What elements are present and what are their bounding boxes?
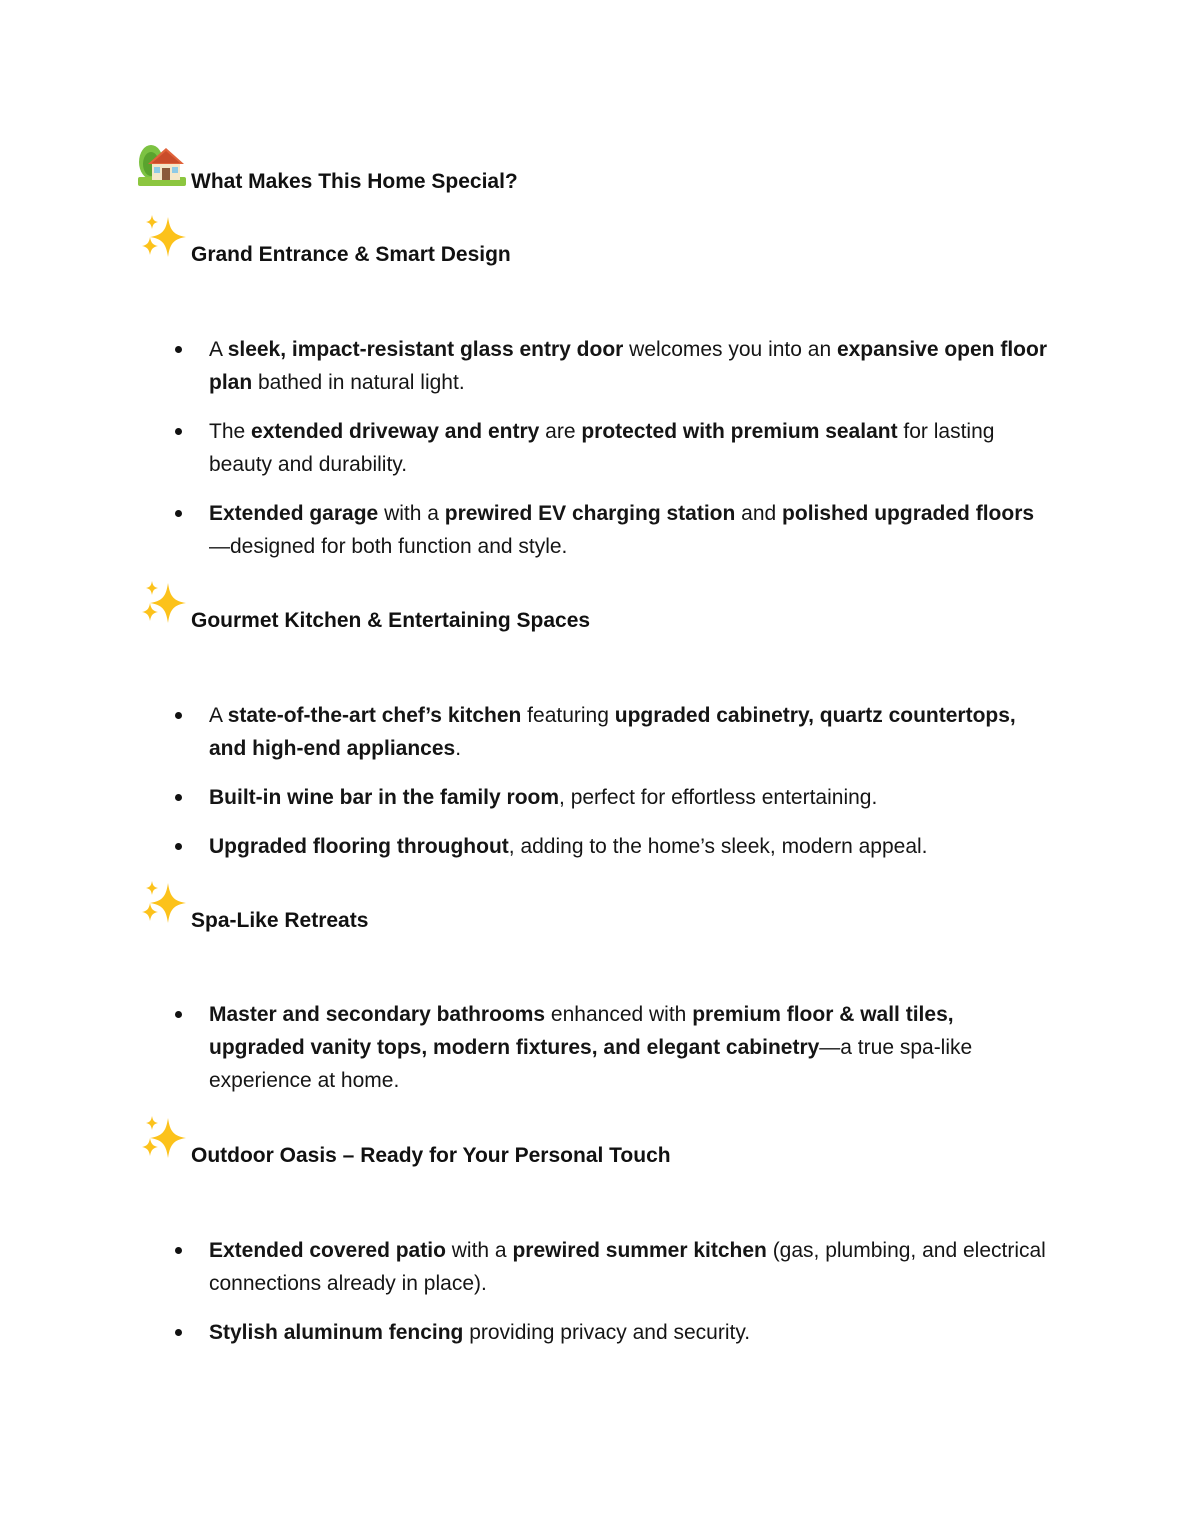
sparkles-icon [138, 213, 188, 261]
bold-text-run: state-of-the-art chef’s kitchen [227, 704, 522, 727]
text-run: , adding to the home’s sleek, modern appeal. [508, 835, 928, 858]
main-heading-title: What Makes This Home Special? [191, 170, 518, 193]
text-run: . [455, 737, 462, 760]
sparkles-icon [138, 879, 188, 927]
section-title: Outdoor Oasis – Ready for Your Personal Touch [191, 1144, 671, 1167]
bullet-text [209, 420, 994, 476]
bullet-text [209, 1239, 1046, 1295]
text-run: A [209, 704, 228, 727]
bold-text-run: Built-in wine bar in the family room [209, 786, 560, 809]
bullet-text [209, 1321, 750, 1344]
text-run: and [735, 502, 783, 525]
bullet-text [209, 835, 928, 858]
bold-text-run: sleek, impact-resistant glass entry door [227, 338, 624, 361]
text-run: featuring [521, 704, 615, 727]
list-item [172, 497, 1052, 563]
section-title: Spa-Like Retreats [191, 909, 369, 932]
text-run: are [539, 420, 582, 443]
section-heading-spa-retreats [138, 879, 1098, 935]
text-run: with a [445, 1239, 513, 1262]
text-run: for lasting beauty and durability. [209, 420, 995, 476]
text-run: The [209, 420, 252, 443]
bullet-list-spa-retreats [172, 998, 1052, 1113]
bullet-list-gourmet-kitchen [172, 699, 1052, 879]
list-item [172, 781, 1052, 814]
list-item [172, 1234, 1052, 1300]
text-run: , perfect for effortless entertaining. [559, 786, 878, 809]
bullet-list-outdoor-oasis [172, 1234, 1052, 1365]
text-run: bathed in natural light. [252, 371, 465, 394]
text-run: —a true spa-like experience at home. [209, 1036, 973, 1092]
list-item [172, 830, 1052, 863]
bullet-text [209, 786, 877, 809]
bold-text-run: premium floor & wall tiles, upgraded vanity tops, modern fixtures, and elegant cabinetry [209, 1003, 954, 1059]
bold-text-run: extended driveway and entry [251, 420, 540, 443]
bold-text-run: protected with premium sealant [581, 420, 898, 443]
section-heading-grand-entrance [138, 213, 1098, 269]
sparkles-icon [138, 579, 188, 627]
bullet-text [209, 1003, 972, 1092]
section-title: Grand Entrance & Smart Design [191, 243, 511, 266]
bold-text-run: polished upgraded floors [782, 502, 1035, 525]
text-run: —designed for both function and style. [209, 535, 568, 558]
bold-text-run: Extended covered patio [209, 1239, 446, 1262]
text-run: with a [378, 502, 445, 525]
section-title: Gourmet Kitchen & Entertaining Spaces [191, 609, 591, 632]
bullet-text [209, 338, 1047, 394]
list-item [172, 333, 1052, 399]
text-run: providing privacy and security. [463, 1321, 751, 1344]
list-item [172, 415, 1052, 481]
bullet-text [209, 704, 1016, 760]
house-with-garden-icon [138, 140, 188, 188]
main-heading [138, 140, 1098, 196]
section-heading-outdoor-oasis [138, 1114, 1098, 1170]
text-run: welcomes you into an [623, 338, 837, 361]
list-item [172, 699, 1052, 765]
bold-text-run: Master and secondary bathrooms [209, 1003, 546, 1026]
bullet-list-grand-entrance [172, 333, 1052, 579]
bold-text-run: prewired summer kitchen [512, 1239, 767, 1262]
bold-text-run: upgraded cabinetry, quartz countertops, and high-end appliances [209, 704, 1016, 760]
text-run: enhanced with [545, 1003, 693, 1026]
section-heading-gourmet-kitchen [138, 579, 1098, 635]
list-item [172, 1316, 1052, 1349]
bullet-text [209, 502, 1034, 558]
text-run: A [209, 338, 228, 361]
bold-text-run: Stylish aluminum fencing [209, 1321, 464, 1344]
bold-text-run: prewired EV charging station [444, 502, 736, 525]
bold-text-run: Extended garage [209, 502, 379, 525]
list-item [172, 998, 1052, 1097]
sparkles-icon [138, 1114, 188, 1162]
bold-text-run: expansive open floor plan [209, 338, 1048, 394]
text-run: (gas, plumbing, and electrical connections already in place). [209, 1239, 1046, 1295]
bold-text-run: Upgraded flooring throughout [209, 835, 509, 858]
